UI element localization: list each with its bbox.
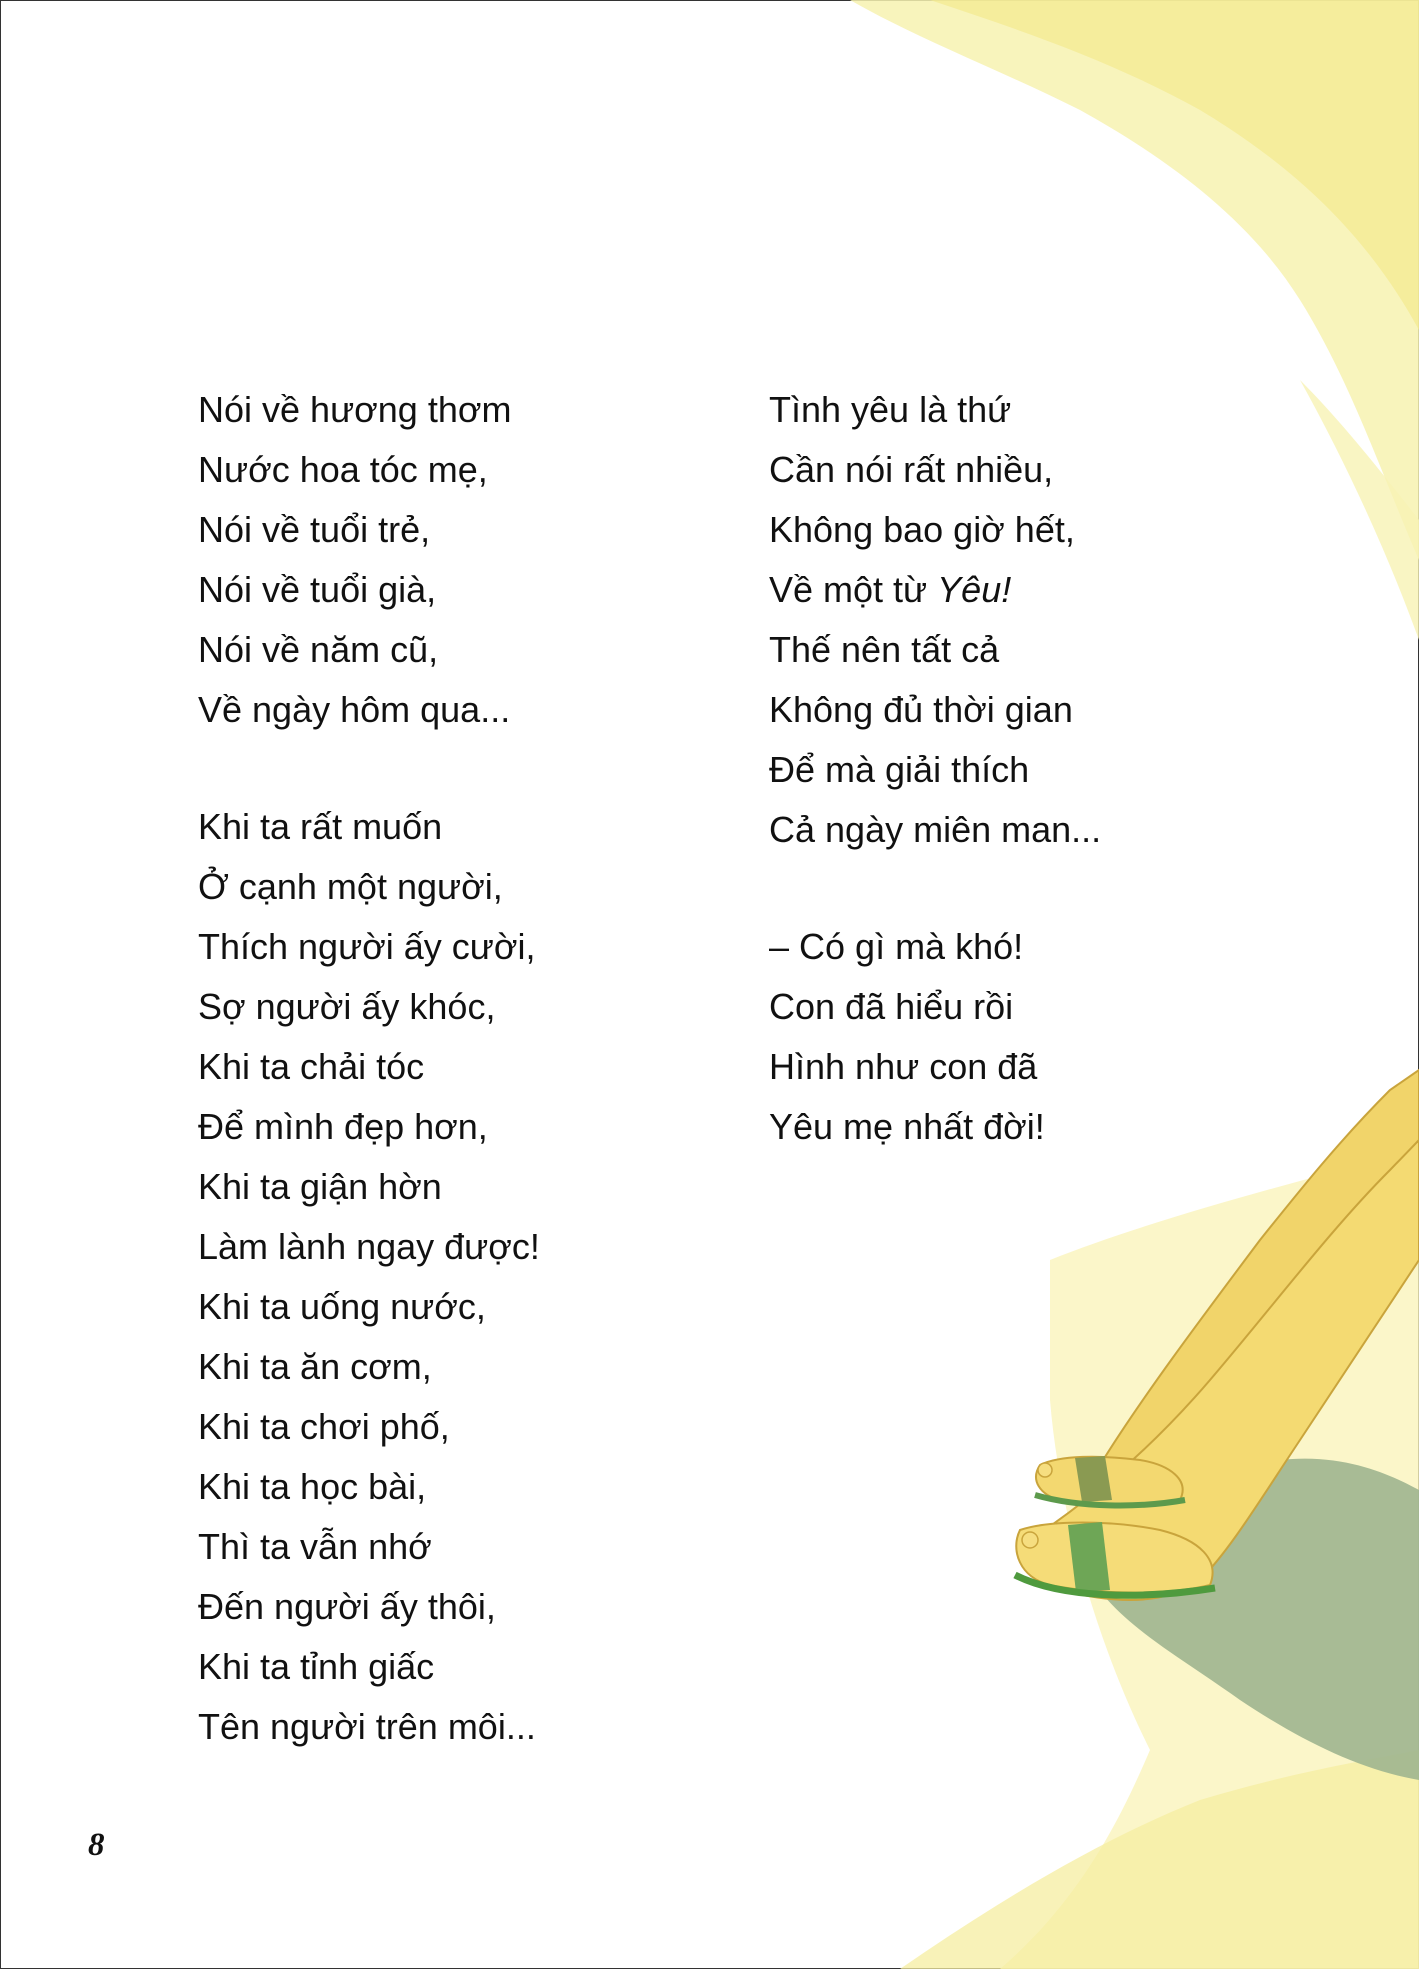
poem-line: Thế nên tất cả <box>769 629 1000 670</box>
poem-line: Tình yêu là thứ <box>769 389 1012 430</box>
poem-line: Khi ta tỉnh giấc <box>198 1646 435 1687</box>
poem-line: Nói về tuổi trẻ, <box>198 509 431 550</box>
poem-line: Khi ta ăn cơm, <box>198 1346 432 1387</box>
poem-line: Nói về tuổi già, <box>198 569 437 610</box>
poem-line: Cả ngày miên man... <box>769 809 1102 850</box>
poem-line: Làm lành ngay được! <box>198 1226 540 1267</box>
poem-line: Hình như con đã <box>769 1046 1038 1087</box>
poem-line: – Có gì mà khó! <box>769 926 1024 967</box>
poem-stanza <box>769 380 1101 860</box>
poem-line: Để mà giải thích <box>769 749 1030 790</box>
poem-line: Khi ta chơi phố, <box>198 1406 450 1447</box>
poem-line: Yêu mẹ nhất đời! <box>769 1106 1045 1147</box>
poem-line: Ở cạnh một người, <box>198 866 503 907</box>
poem-line: Tên người trên môi... <box>198 1706 536 1747</box>
poem-left-column <box>198 380 540 1757</box>
poem-stanza <box>769 917 1101 1157</box>
page-number: 8 <box>88 1827 105 1863</box>
poem-line: Nói về hương thơm <box>198 389 512 430</box>
poem-line: Cần nói rất nhiều, <box>769 449 1054 490</box>
poem-stanza <box>198 380 540 740</box>
poem-line: Khi ta uống nước, <box>198 1286 486 1327</box>
poem-stanza <box>198 797 540 1757</box>
poem-line: Để mình đẹp hơn, <box>198 1106 488 1147</box>
poem-line: Khi ta rất muốn <box>198 806 443 847</box>
poem-line: Thì ta vẫn nhớ <box>198 1526 432 1567</box>
poem-line: Khi ta chải tóc <box>198 1046 425 1087</box>
poem-line: Không đủ thời gian <box>769 689 1073 730</box>
poem-line: Nói về năm cũ, <box>198 629 439 670</box>
poem-line <box>769 560 1101 620</box>
poem-emphasis: Yêu! <box>937 569 1012 610</box>
poem-line: Đến người ấy thôi, <box>198 1586 496 1627</box>
poem-line: Sợ người ấy khóc, <box>198 986 496 1027</box>
poem-line: Con đã hiểu rồi <box>769 986 1014 1027</box>
poem-line: Nước hoa tóc mẹ, <box>198 449 488 490</box>
poem-line: Về ngày hôm qua... <box>198 689 511 730</box>
poem-line: Khi ta học bài, <box>198 1466 427 1507</box>
poem-line: Không bao giờ hết, <box>769 509 1075 550</box>
poem-line: Khi ta giận hờn <box>198 1166 442 1207</box>
poem-line: Thích người ấy cười, <box>198 926 536 967</box>
poem-line-text: Về một từ <box>769 569 938 610</box>
poem-right-column <box>769 380 1101 1157</box>
